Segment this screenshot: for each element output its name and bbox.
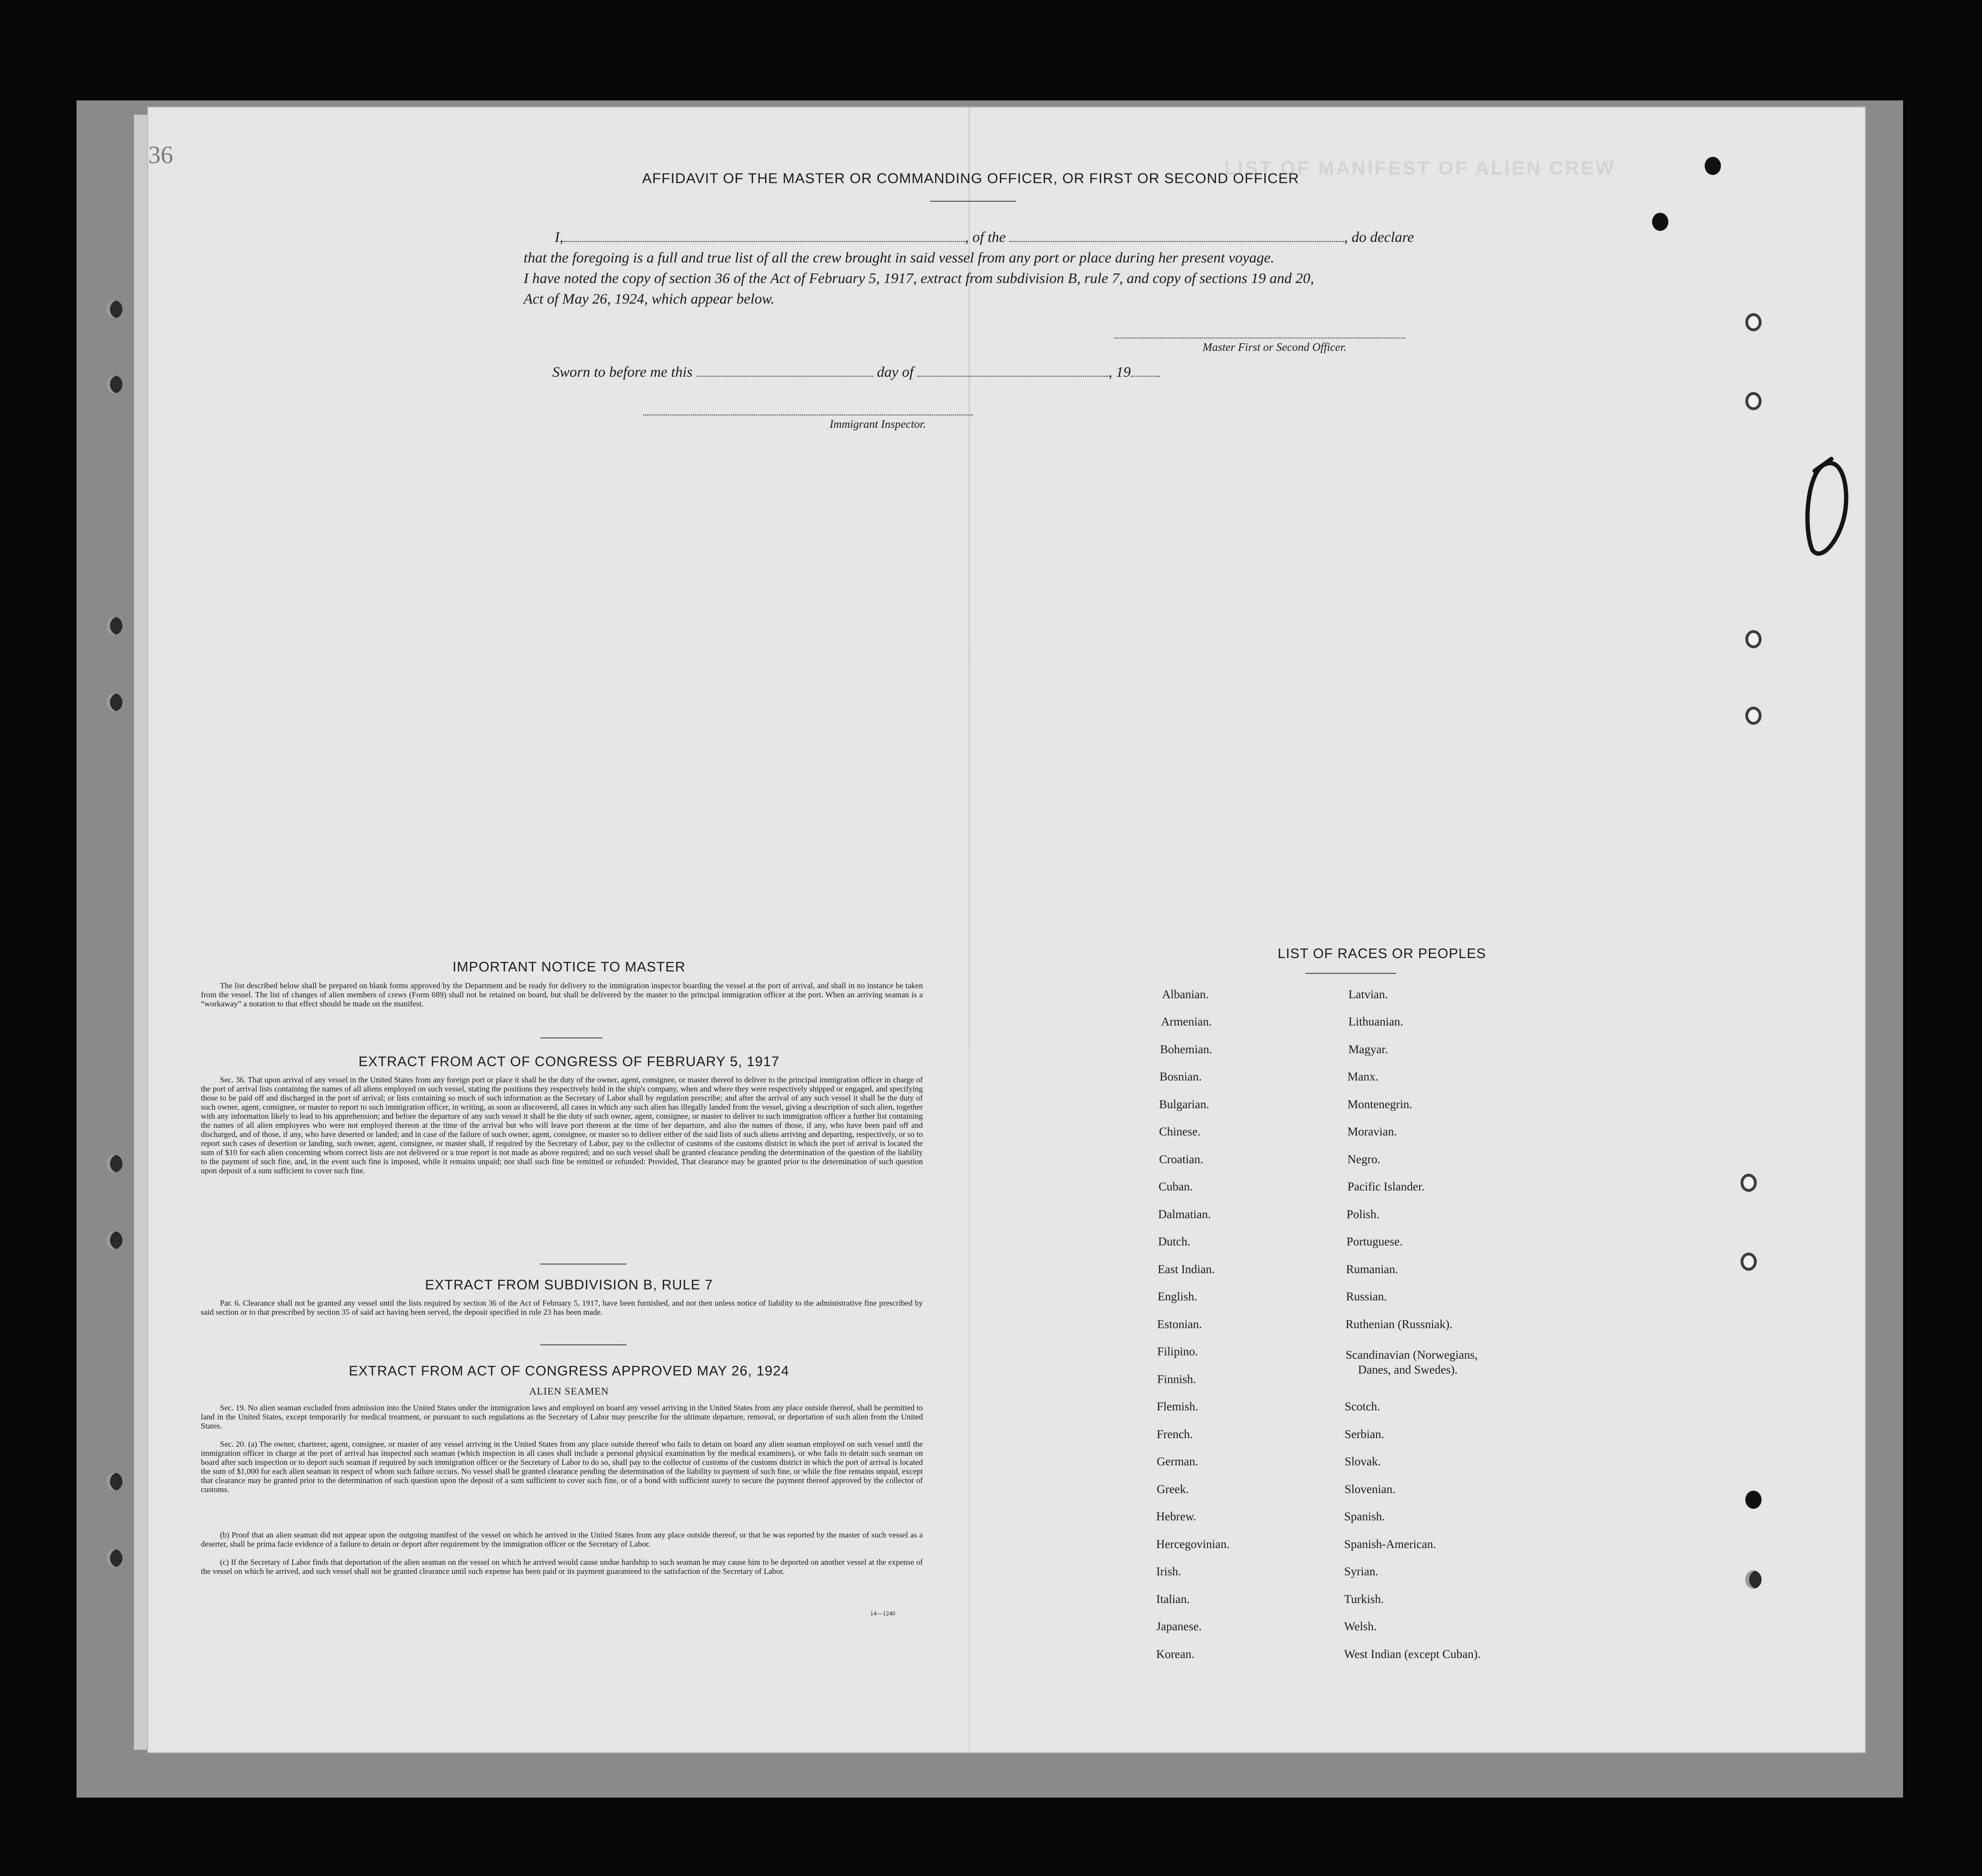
race-item: Dalmatian. xyxy=(1158,1208,1211,1221)
page-fold xyxy=(968,108,970,1752)
binder-hole xyxy=(1652,213,1668,231)
race-item: Italian. xyxy=(1156,1593,1190,1606)
race-item: Serbian. xyxy=(1345,1428,1384,1441)
race-item: Moravian. xyxy=(1347,1125,1397,1138)
binder-hole xyxy=(1745,630,1762,648)
race-item: Dutch. xyxy=(1158,1235,1191,1248)
affidavit-line-2: that the foregoing is a full and true list of all the crew brought in said vessel from any port or place during her present voyage. xyxy=(524,249,1274,266)
binder-hole xyxy=(106,617,122,635)
binder-hole xyxy=(106,1231,122,1249)
affidavit-line-4: Act of May 26, 1924, which appear below. xyxy=(524,290,775,307)
section-divider xyxy=(540,1344,626,1345)
race-item: Japanese. xyxy=(1156,1620,1202,1633)
extract-1924-title: EXTRACT FROM ACT OF CONGRESS APPROVED MAY 26, 1924 xyxy=(349,1363,789,1379)
race-item: Greek. xyxy=(1157,1483,1189,1496)
race-item: Manx. xyxy=(1347,1070,1379,1083)
race-item: Polish. xyxy=(1347,1208,1380,1221)
race-item: German. xyxy=(1157,1455,1198,1468)
sworn-text: Sworn to before me this xyxy=(552,363,693,380)
binder-hole xyxy=(106,1472,122,1491)
race-item: Slovak. xyxy=(1345,1455,1381,1468)
race-item: Hercegovinian. xyxy=(1156,1538,1230,1551)
binder-hole xyxy=(1745,1491,1762,1509)
race-item: Latvian. xyxy=(1348,988,1388,1001)
race-item: West Indian (except Cuban). xyxy=(1344,1648,1481,1661)
race-item: French. xyxy=(1157,1428,1193,1441)
title-underline xyxy=(1305,973,1396,974)
race-item: Portuguese. xyxy=(1347,1235,1403,1248)
race-item: Magyar. xyxy=(1348,1043,1388,1056)
extract-1924-sec19: Sec. 19. No alien seaman excluded from admission into the United States under the immigration laws and employed on board any vessel arriving in the United States from any place outside thereof, shall be permitted to land in the United States, except temporarily for medical treatment, or pursuant to such regulations as the Secretary of Labor may prescribe for the ultimate departure, removal, or deportation of such alien from the United States. xyxy=(201,1403,923,1430)
sworn-day-of: day of xyxy=(876,363,914,380)
race-item: Russian. xyxy=(1346,1290,1387,1303)
race-item: Rumanian. xyxy=(1346,1263,1399,1276)
master-signature-line[interactable] xyxy=(1114,337,1406,338)
race-item: Montenegrin. xyxy=(1347,1098,1413,1111)
binder-hole xyxy=(106,1155,122,1173)
race-item: East Indian. xyxy=(1158,1263,1215,1276)
affidavit-of-the: , of the xyxy=(965,229,1006,245)
binder-hole xyxy=(1745,392,1762,410)
race-item: Chinese. xyxy=(1159,1125,1201,1138)
race-item: English. xyxy=(1158,1290,1197,1303)
binder-hole xyxy=(1745,1571,1762,1589)
extract-1924-sec20b: (b) Proof that an alien seaman did not appear upon the outgoing manifest of the vessel on which he arrived in the United States from any place outside thereof, or that he was reported by the master of such vessel as a deserter, shall be prima facie evidence of a failure to detain or deport after requirement by the immigration officer or the Secretary of Labor. xyxy=(201,1530,923,1549)
sworn-line xyxy=(552,363,1160,381)
race-item: Bohemian. xyxy=(1160,1043,1213,1056)
extract-rule7-body: Par. 6. Clearance shall not be granted any vessel until the lists required by section 36 of the Act of February 5, 1917, have been furnished, and not then unless notice of liability to the administrative fine prescribed by said section or to that prescribed by section 35 of said act having been served, the deposit specified in rule 23 has been made. xyxy=(201,1298,923,1317)
title-underline xyxy=(930,201,1016,202)
race-item: Turkish. xyxy=(1344,1593,1384,1606)
handwritten-zero xyxy=(1798,454,1860,564)
extract-1917-title: EXTRACT FROM ACT OF CONGRESS OF FEBRUARY 5, 1917 xyxy=(358,1054,780,1069)
race-item: Croatian. xyxy=(1159,1153,1204,1166)
race-item: Danes, and Swedes). xyxy=(1358,1363,1458,1376)
binder-hole xyxy=(1741,1253,1757,1271)
race-item: Finnish. xyxy=(1157,1373,1196,1386)
race-item: Hebrew. xyxy=(1156,1510,1196,1523)
document-page xyxy=(148,108,1865,1752)
binder-hole xyxy=(106,300,122,318)
race-item: Negro. xyxy=(1347,1153,1380,1166)
race-item: Scandinavian (Norwegians, xyxy=(1346,1349,1478,1362)
vessel-blank[interactable] xyxy=(1009,240,1344,242)
race-item: Pacific Islander. xyxy=(1347,1180,1425,1193)
sworn-day-blank[interactable] xyxy=(696,375,873,377)
race-item: Spanish. xyxy=(1344,1510,1385,1523)
race-item: Filipino. xyxy=(1157,1345,1198,1358)
affidavit-do-declare: , do declare xyxy=(1344,229,1414,245)
affidavit-line-3: I have noted the copy of section 36 of the Act of February 5, 1917, extract from subdivision B, rule 7, and copy of sections 19 and 20, xyxy=(524,270,1314,286)
race-item: Armenian. xyxy=(1161,1015,1212,1028)
race-item: Albanian. xyxy=(1162,988,1209,1001)
binder-hole xyxy=(1741,1174,1757,1192)
race-item: Cuban. xyxy=(1159,1180,1193,1193)
notice-title: IMPORTANT NOTICE TO MASTER xyxy=(452,960,686,975)
binder-hole xyxy=(106,1549,122,1567)
race-item: Korean. xyxy=(1156,1648,1194,1661)
race-item: Irish. xyxy=(1156,1565,1182,1578)
affidavit-title: AFFIDAVIT OF THE MASTER OR COMMANDING OFFICER, OR FIRST OR SECOND OFFICER xyxy=(642,171,1300,186)
binder-hole xyxy=(106,375,122,393)
master-signature-label: Master First or Second Officer. xyxy=(1203,341,1347,354)
form-number: 14—1240 xyxy=(870,1610,895,1617)
sworn-year: , 19 xyxy=(1108,363,1131,380)
race-item: Lithuanian. xyxy=(1348,1015,1403,1028)
race-item: Bosnian. xyxy=(1160,1070,1202,1083)
race-item: Scotch. xyxy=(1345,1400,1380,1413)
race-item: Ruthenian (Russniak). xyxy=(1346,1318,1453,1331)
binder-hole xyxy=(106,693,122,711)
extract-1917-body: Sec. 36. That upon arrival of any vessel in the United States from any foreign port or place it shall be the duty of the owner, agent, consignee, or master thereof to deliver to the principal immigration officer in charge of the port of arrival lists containing the names of all aliens employed on such vessel, stating the positions they respectively hold in the ship's company, when and where they were respectively shipped or engaged, and specifying those to be paid off and discharged in the port of arrival; or lists containing so much of such information as the Secretary of Labor shall by regulation prescribe; and after the arrival of any such vessel it shall be the duty of such owner, agent, consignee, or master to report to such immigration officer, in writing, as soon as discovered, all cases in which any such alien has illegally landed from the vessel, giving a description of such alien, together with any information likely to lead to his apprehension; and before the departure of any such vessel it shall be the duty of such owner, agent, consignee, or master to deliver to such immigration officer a further list containing the names of all alien employees who were not employed thereon at the time of the arrival but who will leave port thereon at the time of her departure, and also the names of those, if any, who have been paid off and discharged, and of those, if any, who have deserted or landed; and in case of the failure of such owner, agent, consignee, or master so to deliver either of the said lists of such aliens arriving and departing, respectively, or so to report such cases of desertion or landing, such owner, agent, consignee, or master shall, if required by the Secretary of Labor, pay to the collector of customs of the customs district in which the port of arrival is located the sum of $10 for each alien concerning whom correct lists are not delivered or a true report is not made as above required; and no such vessel shall be granted clearance pending the determination of the question of the liability to the payment of such fine, and, in the event such fine is imposed, while it remains unpaid; nor shall such fine be remitted or refunded: Provided, That clearance may be granted prior to the determination of such question upon deposit of a sum sufficient to cover such fine. xyxy=(201,1075,923,1175)
section-divider xyxy=(540,1264,626,1265)
sworn-year-blank[interactable] xyxy=(1131,375,1160,377)
name-blank[interactable] xyxy=(563,240,965,242)
race-item: Syrian. xyxy=(1344,1565,1379,1578)
margin-number: 36 xyxy=(148,142,173,169)
race-item: Spanish-American. xyxy=(1344,1538,1436,1551)
affidavit-line-1 xyxy=(555,229,1414,246)
extract-rule7-title: EXTRACT FROM SUBDIVISION B, RULE 7 xyxy=(425,1277,713,1293)
sworn-month-blank[interactable] xyxy=(917,375,1108,377)
race-item: Welsh. xyxy=(1344,1620,1377,1633)
extract-1924-sec20a: Sec. 20. (a) The owner, charterer, agent, consignee, or master of any vessel arriving in the United States from any place outside thereof who fails to detain on board any alien seaman employed on such vessel until the immigration officer in charge at the port of arrival has inspected such seaman (which inspection in all cases shall include a personal physical examination by the medical examiners), or who fails to detain such seaman on board after such inspection or to deport such seaman if required by such immigration officer or the Secretary of Labor to do so, shall pay to the collector of customs of the customs district in which the port of arrival is located the sum of $1,000 for each alien seaman in respect of whom such failure occurs. No vessel shall be granted clearance pending the determination of the liability to payment of such fine, or while the fine remains unpaid, except that clearance may be granted prior to the determination of such question upon the deposit of a sum sufficient to cover such fine, or of a bond with sufficient surety to secure the payment thereof approved by the collector of customs. xyxy=(201,1440,923,1494)
affidavit-i: I, xyxy=(555,229,564,245)
inspector-signature-line[interactable] xyxy=(643,414,973,415)
binder-hole xyxy=(1745,707,1762,725)
notice-body: The list described below shall be prepared on blank forms approved by the Department and be ready for delivery to the immigration inspector boarding the vessel at the port of arrival, and shall in no instance be taken from the vessel. The list of changes of alien members of crews (Form 689) shall not be retained on board, but shall be delivered by the master to the principal immigration officer at the port. When an arriving seaman is a “workaway” a notation to that effect should be made on the manifest. xyxy=(201,981,923,1008)
race-item: Estonian. xyxy=(1157,1318,1202,1331)
binder-hole xyxy=(1705,157,1721,175)
section-divider xyxy=(540,1037,602,1038)
inspector-signature-label: Immigrant Inspector. xyxy=(830,418,926,431)
bleed-through-text: LIST OF MANIFEST OF ALIEN CREW xyxy=(1224,158,1616,179)
races-title: LIST OF RACES OR PEOPLES xyxy=(1277,946,1487,961)
race-item: Bulgarian. xyxy=(1159,1098,1209,1111)
extract-1924-sec20c: (c) If the Secretary of Labor finds that deportation of the alien seaman on the vessel on which he arrived would cause undue hardship to such seaman he may cause him to be deported on another vessel at the expense of the vessel on which he arrived, and such vessel shall not be granted clearance until such expense has been paid or its payment guaranteed to the satisfaction of the Secretary of Labor. xyxy=(201,1558,923,1576)
binder-hole xyxy=(1745,313,1762,331)
race-item: Slovenian. xyxy=(1345,1483,1396,1496)
race-item: Flemish. xyxy=(1157,1400,1198,1413)
extract-1924-subtitle: ALIEN SEAMEN xyxy=(529,1385,609,1397)
